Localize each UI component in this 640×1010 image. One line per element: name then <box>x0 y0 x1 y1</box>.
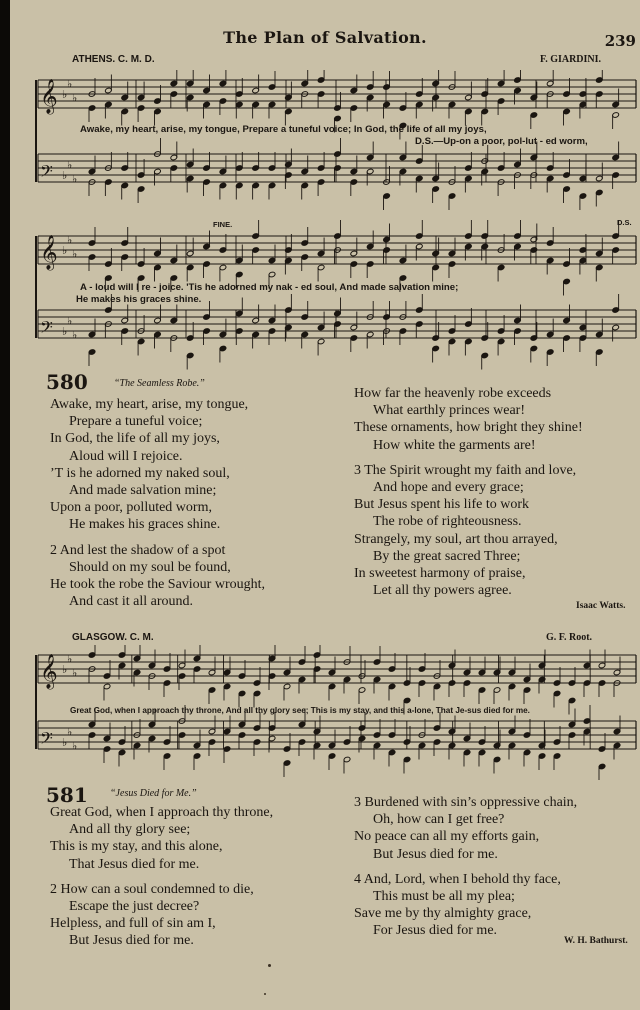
verse-line: Awake, my heart, arise, my tongue, <box>50 397 249 412</box>
hymn-580-verses-right <box>354 385 583 599</box>
verse-line: Let all thy powers agree. <box>373 583 512 599</box>
flat-icon: ♭ <box>72 172 78 186</box>
hymn-581-verses-right <box>354 794 577 940</box>
flat-icon: ♭ <box>72 666 78 680</box>
hymn-subtitle-580: “The Seamless Robe.” <box>114 378 205 389</box>
verse-line: Helpless, and full of sin am I, <box>50 916 216 932</box>
verse-line: How white the garments are! <box>373 437 536 453</box>
flat-icon: ♭ <box>67 725 73 739</box>
verse-line: What earthly princes wear! <box>373 403 525 419</box>
verse-line: No peace can all my efforts gain, <box>354 829 540 845</box>
author-watts: Isaac Watts. <box>576 601 626 611</box>
author-bathurst: W. H. Bathurst. <box>564 936 628 946</box>
verse-line: How far the heavenly robe exceeds <box>354 386 552 401</box>
verse-line: Prepare a tuneful voice; <box>69 414 203 430</box>
verse-line: In God, the life of all my joys, <box>50 431 220 447</box>
flat-icon: ♭ <box>72 91 78 105</box>
verse-line: 3 The Spirit wrought my faith and love, <box>354 462 577 478</box>
verse-line: Save me by thy almighty grace, <box>354 906 532 922</box>
hymn-number-581: 581 <box>46 783 88 807</box>
verse-line: This must be all my plea; <box>373 889 515 905</box>
flat-icon: ♭ <box>72 328 78 342</box>
flat-icon: ♭ <box>67 652 73 666</box>
verse-line: Upon a poor, polluted worm, <box>50 500 212 516</box>
bass-clef-icon: 𝄢 <box>40 161 53 185</box>
flat-icon: ♭ <box>62 736 68 749</box>
hymnal-page <box>10 0 640 1010</box>
verse-line: He took the robe the Saviour wrought, <box>50 577 266 593</box>
verse-line: But Jesus died for me. <box>69 933 194 949</box>
hymn-subtitle-581: “Jesus Died for Me.” <box>110 788 197 799</box>
lyric-line-glasgow: Great God, when I approach thy throne, And all thy glory see; This is my stay, and this a-lone, That Je-sus died for me. <box>70 706 530 715</box>
verse-line: Escape the just decree? <box>69 899 200 915</box>
verse-line: Oh, how can I get free? <box>373 812 505 828</box>
staff <box>38 294 636 370</box>
verse-line: 3 Burdened with sin’s oppressive chain, <box>354 795 578 810</box>
staff <box>38 138 636 210</box>
verse-line: That Jesus died for me. <box>69 856 200 872</box>
verse-line: Should on my soul be found, <box>69 559 231 575</box>
verse-line: And cast it all around. <box>69 594 194 610</box>
lyric-line-athens-1: Awake, my heart, arise, my tongue, Prepare a tuneful voice; In God, the life of all my joys, <box>80 124 487 135</box>
verse-line: By the great sacred Three; <box>373 548 521 564</box>
hymn-581-verses-left <box>50 804 273 950</box>
flat-icon: ♭ <box>67 77 73 91</box>
composer-root: G. F. Root. <box>546 632 593 643</box>
verse-line: Great God, when I approach thy throne, <box>50 805 274 820</box>
tune-name-athens: ATHENS. C. M. D. <box>72 54 155 65</box>
staff <box>38 645 636 715</box>
tune-name-glasgow: GLASGOW. C. M. <box>72 632 154 643</box>
verse-line: And hope and every grace; <box>373 480 524 496</box>
verse-line: For Jesus died for me. <box>373 923 498 939</box>
flat-icon: ♭ <box>62 169 68 182</box>
verse-line: 4 And, Lord, when I behold thy face, <box>354 871 561 887</box>
bass-clef-icon: 𝄢 <box>40 317 53 341</box>
hymn-number-580: 580 <box>46 370 88 394</box>
verse-line: 2 And lest the shadow of a spot <box>50 542 226 558</box>
lyric-line-athens-ds: D.S.—Up-on a poor, pol-lut - ed worm, <box>415 136 588 147</box>
hymn-580-verses-left <box>50 396 265 610</box>
staff <box>38 705 636 780</box>
flat-icon: ♭ <box>62 663 68 676</box>
lyric-line-athens-2b: He makes his graces shine. <box>76 294 202 305</box>
treble-clef-icon: 𝄞 <box>40 654 58 689</box>
treble-clef-icon: 𝄞 <box>40 79 58 114</box>
verse-line: The robe of righteousness. <box>373 514 522 530</box>
staff-notation-athens <box>10 70 640 370</box>
verse-line: In sweetest harmony of praise, <box>354 566 526 582</box>
verse-line: But Jesus died for me. <box>373 846 498 862</box>
fine-marker: FINE. <box>213 220 233 229</box>
verse-line: And all thy glory see; <box>69 822 191 838</box>
flat-icon: ♭ <box>67 314 73 328</box>
flat-icon: ♭ <box>62 244 68 257</box>
bass-clef-icon: 𝄢 <box>40 728 53 752</box>
music-score-athens <box>10 70 640 370</box>
ds-marker: D.S. <box>617 218 632 227</box>
page-number: 239 <box>604 32 636 50</box>
verse-line: ’T is he adorned my naked soul, <box>50 465 230 481</box>
flat-icon: ♭ <box>67 233 73 247</box>
flat-icon: ♭ <box>72 739 78 753</box>
verse-line: Aloud will I rejoice. <box>69 448 183 464</box>
flat-icon: ♭ <box>72 247 78 261</box>
flat-icon: ♭ <box>62 88 68 101</box>
flat-icon: ♭ <box>67 158 73 172</box>
treble-clef-icon: 𝄞 <box>40 235 58 270</box>
verse-line: But Jesus spent his life to work <box>354 497 529 513</box>
verse-line: Strangely, my soul, art thou arrayed, <box>354 531 558 547</box>
print-speck <box>268 964 271 967</box>
print-speck <box>264 993 266 995</box>
composer-giardini: F. GIARDINI. <box>540 54 602 65</box>
page-title: The Plan of Salvation. <box>223 28 427 47</box>
flat-icon: ♭ <box>62 325 68 338</box>
verse-line: 2 How can a soul condemned to die, <box>50 881 254 897</box>
verse-line: And made salvation mine; <box>69 483 217 499</box>
lyric-line-athens-2: A - loud will I re - joice. 'Tis he adorned my nak - ed soul, And made salvation mine; <box>80 282 459 293</box>
verse-line: He makes his graces shine. <box>69 517 221 533</box>
verse-line: This is my stay, and this alone, <box>50 839 223 855</box>
verse-line: These ornaments, how bright they shine! <box>354 420 583 436</box>
